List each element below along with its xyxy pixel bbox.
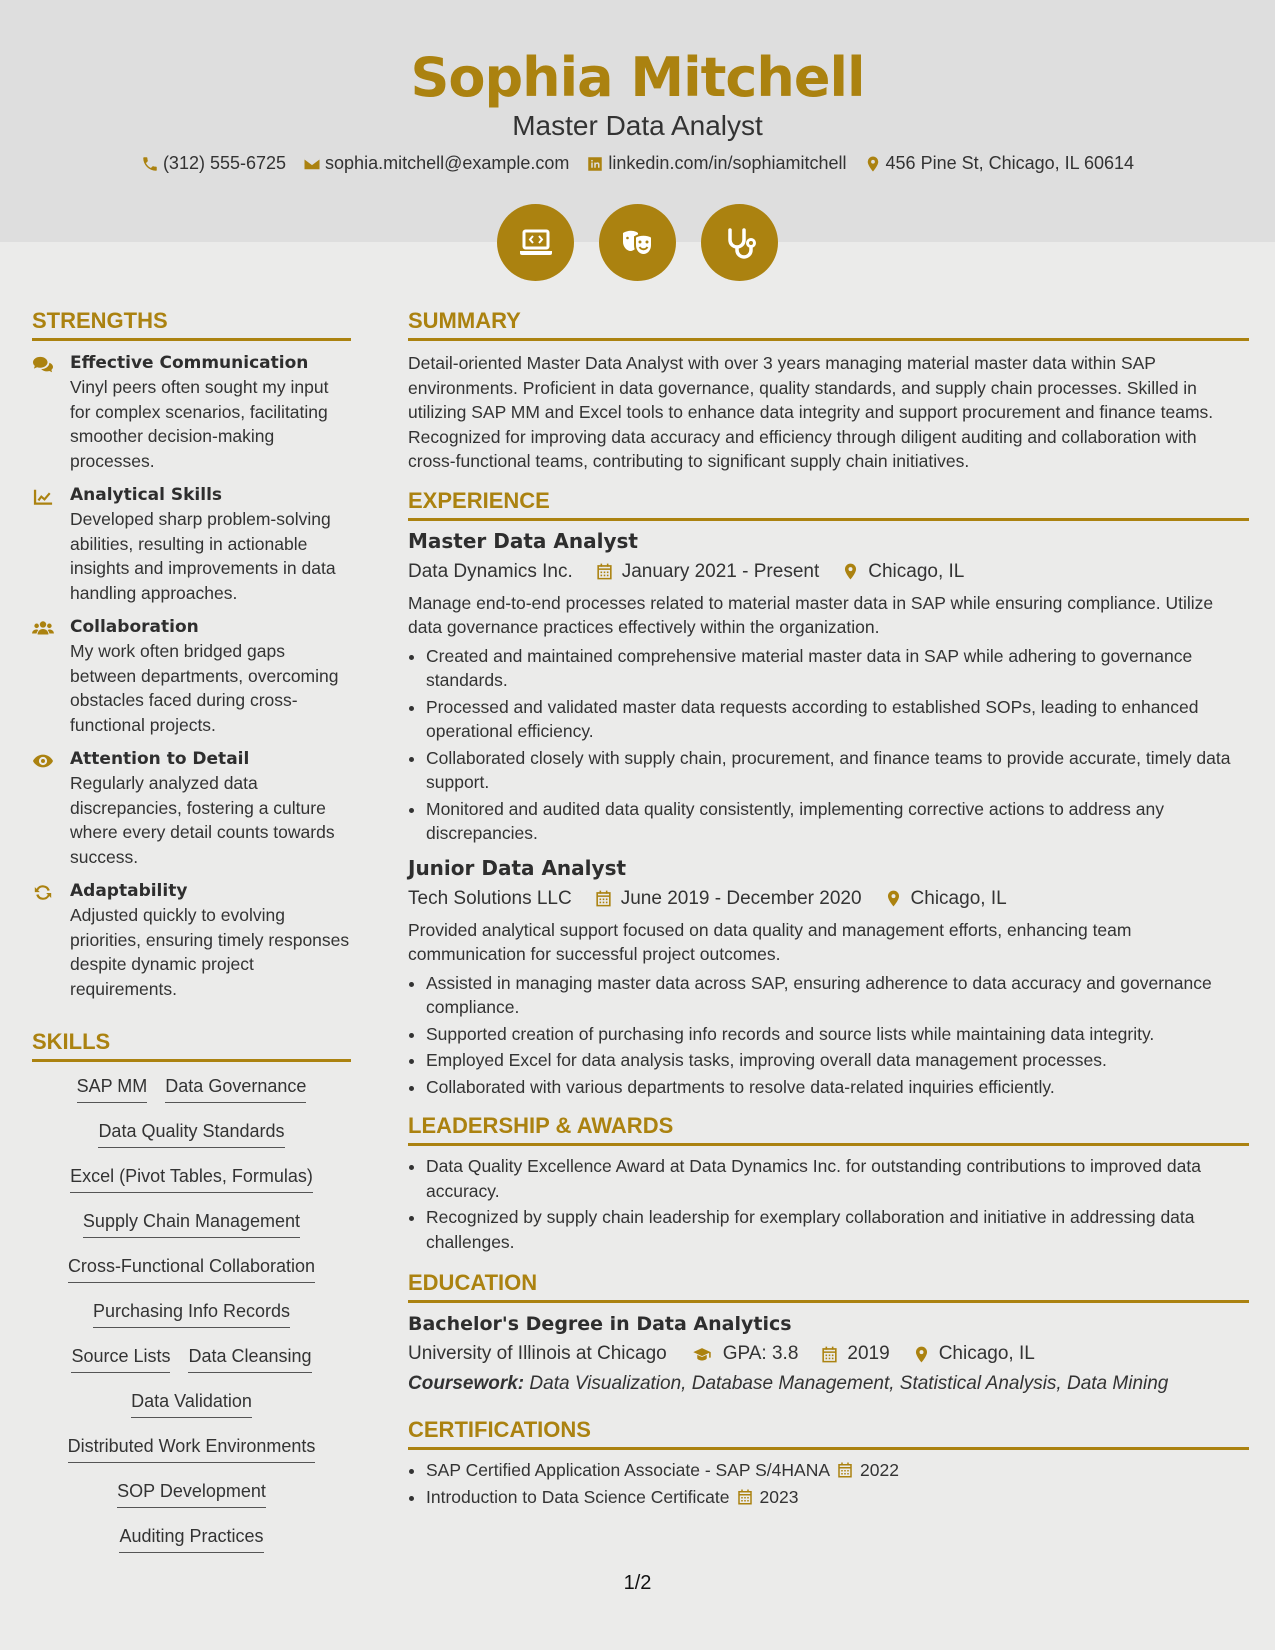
strength-desc: Vinyl peers often sought my input for complex scenarios, facilitating smoother decision-making processes.: [70, 377, 329, 471]
laptop-code-icon: [516, 223, 556, 263]
job-bullet: • Collaborated closely with supply chain, procurement, and finance teams to provide accurate, timely data support.: [426, 746, 1249, 795]
education-meta: [408, 1343, 1249, 1365]
linkedin-icon: [586, 155, 604, 173]
graduation-year: 2019: [847, 1343, 890, 1364]
job-entry-title: Junior Data Analyst: [408, 855, 627, 880]
experience-heading: EXPERIENCE: [408, 488, 1249, 521]
award-item: • Data Quality Excellence Award at Data Dynamics Inc. for outstanding contributions to improved data accuracy.: [426, 1154, 1249, 1203]
skill-tag: Excel (Pivot Tables, Formulas): [70, 1166, 313, 1193]
certification-item: [426, 1458, 1249, 1483]
job-bullet: • Monitored and audited data quality consistently, implementing corrective actions to address any discrepancies.: [426, 797, 1249, 846]
certifications-heading: CERTIFICATIONS: [408, 1417, 1249, 1450]
contact-phone: (312) 555-6725: [141, 153, 286, 174]
certifications-list: [408, 1458, 1249, 1509]
page-number: 1/2: [623, 1572, 652, 1594]
comments-icon: [32, 355, 54, 375]
job-bullets: [408, 644, 1249, 846]
phone-icon: [141, 155, 159, 173]
left-column: [32, 308, 351, 1571]
skill-tag: Data Governance: [165, 1076, 306, 1103]
interest-icons: [0, 204, 1275, 281]
job-location: Chicago, IL: [910, 887, 1007, 909]
summary-text: Detail-oriented Master Data Analyst with over 3 years managing material master data within SAP environments. Proficient in data governance, quality standards, and supply chain processes. Skilled in utilizing SAP MM and Excel tools to enhance data integrity and support procurement and finance teams. Recognized for improving data accuracy and efficiency through diligent auditing and collaboration with cross-functional teams, contributing to significant supply chain initiatives.: [408, 353, 1214, 471]
stethoscope-icon: [720, 223, 760, 263]
map-marker-icon: [841, 562, 860, 581]
job-bullet: • Processed and validated master data requests according to established SOPs, leading to enhanced operational efficiency.: [426, 695, 1249, 744]
gpa: GPA: 3.8: [722, 1343, 799, 1364]
skill-tag: Auditing Practices: [119, 1526, 263, 1553]
job-bullet: • Created and maintained comprehensive material master data in SAP while adhering to governance standards.: [426, 644, 1249, 693]
strength-title: Attention to Detail: [70, 749, 250, 769]
job-bullet: • Assisted in managing master data across SAP, ensuring adherence to data accuracy and governance compliance.: [426, 971, 1249, 1020]
calendar-icon: [594, 889, 613, 908]
strength-title: Analytical Skills: [70, 485, 223, 505]
job-entry-title: Master Data Analyst: [408, 528, 638, 553]
strength-item: [32, 353, 351, 473]
users-icon: [32, 619, 54, 639]
calendar-icon: [736, 1488, 754, 1506]
skill-tag: Source Lists: [71, 1346, 170, 1373]
strength-desc: Adjusted quickly to evolving priorities, ensuring timely responses despite dynamic project requirements.: [70, 905, 350, 999]
job-location: Chicago, IL: [868, 560, 965, 582]
skill-tag: SOP Development: [117, 1481, 266, 1508]
skill-tag: SAP MM: [77, 1076, 148, 1103]
job-bullet: • Supported creation of purchasing info records and source lists while maintaining data integrity.: [426, 1022, 1249, 1047]
coursework: [408, 1373, 1249, 1395]
strength-title: Collaboration: [70, 617, 199, 637]
contact-linkedin[interactable]: linkedin.com/in/sophiamitchell: [586, 153, 846, 174]
skill-tag: Cross-Functional Collaboration: [68, 1256, 315, 1283]
job-bullets: [408, 971, 1249, 1100]
certification-year: 2022: [860, 1460, 899, 1480]
skill-tag: Data Cleansing: [188, 1346, 311, 1373]
strength-item: [32, 749, 351, 869]
job-title: Master Data Analyst: [512, 110, 763, 141]
interest-circle: [599, 204, 676, 281]
leadership-heading: LEADERSHIP & AWARDS: [408, 1113, 1249, 1146]
award-item: • Recognized by supply chain leadership for exemplary collaboration and initiative in addressing data challenges.: [426, 1205, 1249, 1254]
eye-icon: [32, 751, 54, 771]
job-meta: [408, 888, 1249, 910]
strength-item: [32, 881, 351, 1001]
degree-title: Bachelor's Degree in Data Analytics: [408, 1313, 792, 1335]
skill-tag: Purchasing Info Records: [93, 1301, 290, 1328]
job-description: Provided analytical support focused on data quality and management efforts, enhancing team communication for successful project outcomes.: [408, 919, 1132, 964]
contact-bar: [0, 153, 1275, 174]
right-column: [408, 308, 1249, 1511]
map-marker-icon: [884, 889, 903, 908]
strength-title: Effective Communication: [70, 353, 309, 373]
strength-desc: My work often bridged gaps between departments, overcoming obstacles faced during cross-functional projects.: [70, 641, 339, 735]
strength-desc: Regularly analyzed data discrepancies, fostering a culture where every detail counts towards success.: [70, 773, 335, 867]
coursework-list: Data Visualization, Database Management, Statistical Analysis, Data Mining: [529, 1373, 1169, 1394]
graduation-cap-icon: [689, 1345, 715, 1364]
certification-name: • SAP Certified Application Associate - SAP S/4HANA: [426, 1460, 831, 1480]
certification-name: • Introduction to Data Science Certificate: [426, 1486, 730, 1507]
company-name: Data Dynamics Inc.: [408, 560, 573, 582]
calendar-icon: [820, 1345, 839, 1364]
job-description: Manage end-to-end processes related to material master data in SAP while ensuring compliance. Utilize data governance practices effectively within the organization.: [408, 592, 1214, 637]
job-dates: June 2019 - December 2020: [620, 887, 862, 909]
theater-masks-icon: [618, 223, 658, 263]
map-marker-icon: [912, 1345, 931, 1364]
strength-desc: Developed sharp problem-solving abilities, resulting in actionable insights and improvements in data handling approaches.: [70, 509, 336, 603]
education-heading: EDUCATION: [408, 1270, 1249, 1303]
sync-icon: [32, 883, 54, 903]
job-bullet: • Employed Excel for data analysis tasks, improving overall data management processes.: [426, 1048, 1249, 1073]
contact-email[interactable]: sophia.mitchell@example.com: [303, 153, 569, 174]
job-dates: January 2021 - Present: [621, 560, 820, 582]
job-meta: [408, 561, 1249, 583]
strength-title: Adaptability: [70, 881, 188, 901]
job-entry: [408, 856, 1249, 1100]
skill-tag: Supply Chain Management: [83, 1211, 300, 1238]
strength-item: [32, 485, 351, 605]
certification-item: [426, 1485, 1249, 1510]
strengths-heading: STRENGTHS: [32, 308, 351, 341]
skill-tag: Data Validation: [131, 1391, 252, 1418]
interest-circle: [701, 204, 778, 281]
certification-year: 2023: [759, 1486, 799, 1507]
skills-heading: SKILLS: [32, 1029, 351, 1062]
skill-tag: Data Quality Standards: [98, 1121, 284, 1148]
contact-address: 456 Pine St, Chicago, IL 60614: [864, 153, 1135, 174]
calendar-icon: [595, 562, 614, 581]
calendar-icon: [836, 1461, 854, 1479]
strength-item: [32, 617, 351, 737]
company-name: Tech Solutions LLC: [408, 887, 572, 909]
job-entry: [408, 529, 1249, 846]
leadership-list: [408, 1154, 1249, 1254]
interest-circle: [497, 204, 574, 281]
school-name: University of Illinois at Chicago: [408, 1343, 667, 1364]
skill-tag: Distributed Work Environments: [68, 1436, 316, 1463]
summary-heading: SUMMARY: [408, 308, 1249, 341]
map-marker-icon: [864, 155, 882, 173]
education-location: Chicago, IL: [938, 1343, 1035, 1364]
skills-list: [32, 1076, 351, 1571]
envelope-icon: [303, 155, 321, 173]
candidate-name: Sophia Mitchell: [410, 46, 865, 109]
job-bullet: • Collaborated with various departments to resolve data-related inquiries efficiently.: [426, 1075, 1249, 1100]
coursework-label: Coursework:: [408, 1373, 525, 1394]
chart-line-icon: [32, 487, 54, 507]
